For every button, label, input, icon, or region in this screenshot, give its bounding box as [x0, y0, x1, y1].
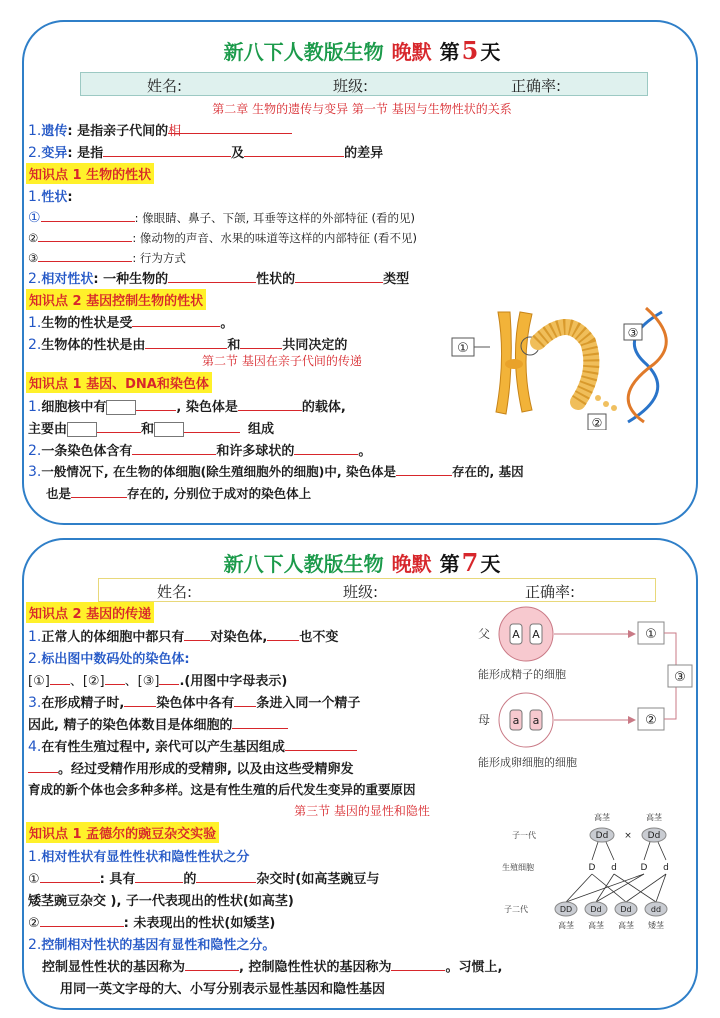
name-bar [98, 578, 656, 602]
q-text: : 像动物的声音、水果的味道等这样的内部特征 (看不见) [132, 231, 417, 245]
sperm-cell-caption: 能形成精子的细胞 [478, 668, 566, 681]
class-label: 班级: [343, 583, 379, 601]
q-num: 2. [28, 145, 42, 161]
gene-label: A [512, 628, 520, 641]
answer-blank[interactable] [40, 869, 100, 883]
answer-blank[interactable] [159, 671, 179, 685]
gamete-label: d [611, 863, 617, 873]
cross-symbol: × [624, 831, 632, 841]
q-text: 一条染色体含有 [41, 444, 133, 459]
nucleosome [611, 405, 617, 411]
q-text: 正常人的体细胞中都只有 [41, 630, 185, 645]
q-mark: ① [28, 210, 41, 226]
q-text: 存在的, 分别位于成对的染色体上 [127, 486, 312, 501]
item-label: [③] [137, 674, 160, 689]
q-text: 相对性状有显性性状和隐性性状之分 [41, 850, 250, 865]
generation-label: 子一代 [512, 831, 536, 840]
name-bar [80, 72, 648, 96]
q-num: 3. [28, 464, 42, 480]
q-text: 在形成精子时, [41, 696, 125, 711]
q-text: 类型 [383, 272, 410, 287]
q-text: 生物体的性状是由 [41, 338, 146, 353]
label-3: ③ [627, 326, 639, 340]
q-text: .(用图中字母表示) [179, 674, 288, 689]
q-text: 也是 [46, 486, 72, 501]
q-mark: ③ [28, 251, 39, 265]
title-subject: 新八下人教版生物 [223, 552, 384, 576]
question-sperm-count [28, 714, 288, 733]
question-chromosome-pairs [28, 626, 338, 645]
question-chromosome-composition [28, 418, 274, 437]
generation-label: 生殖细胞 [502, 863, 534, 872]
q-text: : [67, 190, 73, 205]
question-gene-control [28, 312, 233, 331]
title-mode: 晚默 [391, 40, 432, 64]
q-mark: ② [28, 916, 40, 931]
gene-label: a [532, 714, 540, 727]
answer-blank[interactable] [184, 419, 240, 433]
generation-label: 子二代 [504, 905, 528, 914]
q-text: 和 [141, 422, 155, 437]
blank-fill: 相 [168, 124, 182, 139]
q-text: 主要由 [28, 422, 68, 437]
q-term: 性状 [41, 190, 68, 205]
question-label-answers [28, 670, 287, 689]
q-mark: ② [28, 231, 39, 245]
question-recessive-def [28, 912, 275, 931]
answer-blank[interactable] [295, 269, 383, 283]
card-title [24, 36, 700, 65]
q-text: 育成的新个体也会多种多样。这是有性生殖的后代发生变异的重要原因 [28, 782, 416, 797]
gene-label: A [532, 628, 540, 641]
answer-blank[interactable] [294, 441, 358, 455]
nucleosome [603, 401, 609, 407]
q-text: , 控制隐性性状的基因称为 [239, 960, 392, 975]
title-mode: 晚默 [391, 552, 432, 576]
arrow-head [628, 716, 636, 724]
q-num: 2. [28, 937, 42, 953]
answer-blank[interactable] [132, 441, 216, 455]
q-num: 2. [28, 271, 42, 287]
phenotype-label: 高茎 [588, 921, 604, 930]
section-heading: 第三节 基因的显性和隐性 [294, 804, 430, 818]
q-num: 1. [28, 849, 42, 865]
genotype-label: dd [650, 905, 662, 914]
accuracy-label: 正确率: [525, 583, 576, 601]
phenotype-label: 高茎 [594, 813, 610, 822]
q-num: 4. [28, 739, 42, 755]
mother-cell [499, 693, 553, 747]
accuracy-label: 正确率: [511, 77, 562, 95]
q-text: 杂交时(如高茎豌豆与 [256, 872, 380, 887]
q-num: 1. [28, 315, 42, 331]
question-sperm-formation [28, 692, 360, 711]
q-text: 。经过受精作用形成的受精卵, 以及由这些受精卵发 [58, 762, 354, 777]
answer-blank[interactable] [38, 248, 132, 262]
question-relative-trait [28, 268, 409, 287]
q-text: : 一种生物的 [93, 272, 169, 287]
chromosome-dna-diagram [448, 302, 680, 430]
q-text: : 是指亲子代间的 [67, 124, 169, 139]
box-3-label: ③ [674, 670, 686, 685]
title-prefix: 第 [439, 552, 460, 576]
title-subject: 新八下人教版生物 [223, 40, 384, 64]
answer-blank[interactable] [50, 671, 70, 685]
worksheet-card-day5 [22, 20, 698, 525]
trait-item-3 [28, 248, 186, 266]
label-1: ① [457, 341, 469, 356]
arrow-head [628, 630, 636, 638]
gamete-label: D [640, 863, 648, 873]
answer-blank[interactable] [97, 419, 141, 433]
q-text: 生物的性状是受 [41, 316, 133, 331]
q-num: 1. [28, 123, 42, 139]
answer-blank[interactable] [136, 397, 176, 411]
gene-label: a [512, 714, 520, 727]
q-text: : 行为方式 [132, 251, 186, 265]
knowledge-point-gene-transfer: 知识点 2 基因的传递 [26, 602, 154, 623]
q-text: 及 [231, 146, 245, 161]
chapter-heading: 第二章 生物的遗传与变异 第一节 基因与生物性状的关系 [212, 102, 512, 116]
q-num: 1. [28, 189, 42, 205]
bracket-left [106, 400, 121, 415]
question-one-chromosome [28, 440, 371, 459]
question-trait-determinants [28, 334, 347, 353]
q-text: 的差异 [344, 146, 384, 161]
question-sexual-reproduction-end [28, 780, 416, 798]
q-num: 3. [28, 695, 42, 711]
question-dominant-def [28, 868, 379, 887]
answer-blank[interactable] [184, 627, 210, 641]
answer-blank[interactable] [244, 143, 344, 157]
genotype-label: Dd [590, 905, 602, 914]
q-text: : 具有 [99, 872, 136, 887]
knowledge-point-dna: 知识点 1 基因、DNA和染色体 [26, 372, 212, 393]
answer-blank[interactable] [28, 759, 58, 773]
section-heading: 第二节 基因在亲子代间的传递 [202, 354, 362, 368]
question-paired-chromosomes [28, 462, 524, 480]
q-text: 控制相对性状的基因有显性和隐性之分。 [41, 938, 276, 953]
answer-blank[interactable] [145, 335, 227, 349]
answer-blank[interactable] [196, 869, 256, 883]
question-paired-genes [46, 484, 311, 502]
question-sexual-reproduction-cont [28, 758, 353, 777]
phenotype-label: 高茎 [646, 813, 662, 822]
item-label: [②] [82, 674, 105, 689]
question-trait [28, 186, 73, 205]
answer-blank[interactable] [103, 143, 231, 157]
answer-blank[interactable] [391, 957, 445, 971]
q-num: 2. [28, 651, 42, 667]
q-mark: ① [28, 872, 40, 887]
q-text: 在有性生殖过程中, 亲代可以产生基因组成 [41, 740, 285, 755]
gamete-label: D [588, 863, 596, 873]
q-text: 和 [227, 338, 241, 353]
answer-blank[interactable] [168, 269, 256, 283]
gamete-label: d [663, 863, 669, 873]
separator: 、 [69, 674, 83, 689]
answer-blank[interactable] [105, 671, 125, 685]
father-cell [499, 607, 553, 661]
knowledge-point-mendel: 知识点 1 孟德尔的豌豆杂交实验 [26, 822, 219, 843]
egg-cell-caption: 能形成卵细胞的细胞 [478, 756, 577, 769]
phenotype-label: 高茎 [618, 921, 634, 930]
nucleosome [595, 395, 601, 401]
q-term: 变异 [41, 146, 68, 161]
q-text: 控制显性性状的基因称为 [42, 960, 186, 975]
question-sexual-reproduction [28, 736, 357, 755]
q-num: 1. [28, 399, 42, 415]
trait-item-2 [28, 228, 417, 246]
genotype-label: DD [559, 905, 573, 914]
q-text: 的载体, [301, 400, 346, 415]
worksheet-card-day7 [22, 538, 698, 1010]
q-text: 染色体中各有 [156, 696, 235, 711]
q-text: 和许多球状的 [216, 444, 295, 459]
q-text: 一般情况下, 在生物的体细胞(除生殖细胞外的细胞)中, 染色体是 [41, 464, 396, 479]
q-text: 用同一英文字母的大、小写分别表示显性基因和隐性基因 [60, 982, 386, 997]
separator: 、 [124, 674, 138, 689]
pea-cross-diagram [498, 810, 694, 932]
question-gene-names [42, 956, 502, 975]
class-label: 班级: [333, 77, 369, 95]
answer-blank[interactable] [240, 335, 282, 349]
answer-blank[interactable] [135, 869, 183, 883]
q-text: 条进入同一个精子 [256, 696, 361, 711]
q-text: : 未表现出的性状(如矮茎) [123, 916, 276, 931]
label-2: ② [591, 416, 603, 430]
bracket-right [121, 400, 136, 415]
title-day-number: 7 [461, 548, 479, 577]
father-label: 父 [478, 627, 491, 641]
answer-blank[interactable] [232, 715, 288, 729]
question-dominant-recessive [28, 846, 249, 865]
box-2-label: ② [645, 713, 657, 728]
trait-item-1 [28, 208, 415, 226]
answer-blank[interactable] [71, 484, 127, 498]
knowledge-point-traits: 知识点 1 生物的性状 [26, 163, 154, 184]
answer-blank[interactable] [168, 120, 292, 139]
answer-blank[interactable] [124, 693, 156, 707]
q-text: 因此, 精子的染色体数目是体细胞的 [28, 718, 233, 733]
centromere [505, 359, 523, 369]
title-day-number: 5 [461, 36, 479, 65]
question-heredity [28, 120, 292, 139]
q-text: 存在的, 基因 [452, 464, 524, 479]
answer-blank[interactable] [41, 208, 135, 222]
q-text: , 染色体是 [176, 400, 238, 415]
item-label: [①] [28, 674, 50, 689]
q-num: 2. [28, 337, 42, 353]
q-text: 也不变 [299, 630, 339, 645]
q-text: 对染色体, [210, 630, 268, 645]
answer-blank[interactable] [285, 737, 357, 751]
q-text: 细胞核中有 [41, 400, 107, 415]
box-1-label: ① [645, 627, 657, 642]
title-suffix: 天 [480, 40, 501, 64]
q-text: 性状的 [256, 272, 296, 287]
genotype-label: Dd [595, 831, 609, 841]
q-text: 标出图中数码处的染色体: [41, 652, 190, 667]
question-variation [28, 142, 383, 161]
bracket-left [154, 422, 169, 437]
answer-blank[interactable] [234, 693, 256, 707]
bracket-right [169, 422, 184, 437]
answer-blank[interactable] [38, 228, 132, 242]
q-text: 。 [220, 316, 234, 331]
title-prefix: 第 [439, 40, 460, 64]
q-term: 相对性状 [41, 272, 94, 287]
genotype-label: Dd [620, 905, 632, 914]
knowledge-point-gene-control: 知识点 2 基因控制生物的性状 [26, 289, 206, 310]
answer-blank[interactable] [132, 313, 220, 327]
title-suffix: 天 [480, 552, 501, 576]
question-gene-dominance [28, 934, 275, 953]
q-text: 。习惯上, [445, 960, 503, 975]
question-gene-notation [60, 978, 385, 997]
name-label: 姓名: [147, 77, 183, 95]
question-dominant-example [28, 890, 294, 909]
mother-label: 母 [478, 713, 491, 727]
q-num: 1. [28, 629, 42, 645]
q-term: 遗传 [41, 124, 68, 139]
answer-blank[interactable] [40, 913, 124, 927]
genotype-label: Dd [647, 831, 661, 841]
q-text: 共同决定的 [282, 338, 348, 353]
bracket-right [82, 422, 97, 437]
answer-blank[interactable] [238, 397, 302, 411]
q-text: 的 [183, 872, 197, 887]
card-title [24, 548, 700, 577]
q-num: 2. [28, 443, 42, 459]
answer-blank[interactable] [267, 627, 299, 641]
q-text: 。 [358, 444, 372, 459]
question-label-chromosomes [28, 648, 190, 667]
q-text: 矮茎豌豆杂交 ), 子一代表现出的性状(如高茎) [28, 894, 294, 909]
q-text: : 是指 [67, 146, 104, 161]
name-label: 姓名: [157, 583, 193, 601]
phenotype-label: 矮茎 [648, 921, 664, 930]
q-text: : 像眼睛、鼻子、下颌, 耳垂等这样的外部特征 (看的见) [134, 211, 416, 225]
bracket-left [67, 422, 82, 437]
answer-blank[interactable] [185, 957, 239, 971]
answer-blank[interactable] [396, 462, 452, 476]
question-nucleus [28, 396, 346, 415]
gamete-formation-diagram [470, 606, 694, 776]
q-text: 组成 [248, 422, 275, 437]
phenotype-label: 高茎 [558, 921, 574, 930]
